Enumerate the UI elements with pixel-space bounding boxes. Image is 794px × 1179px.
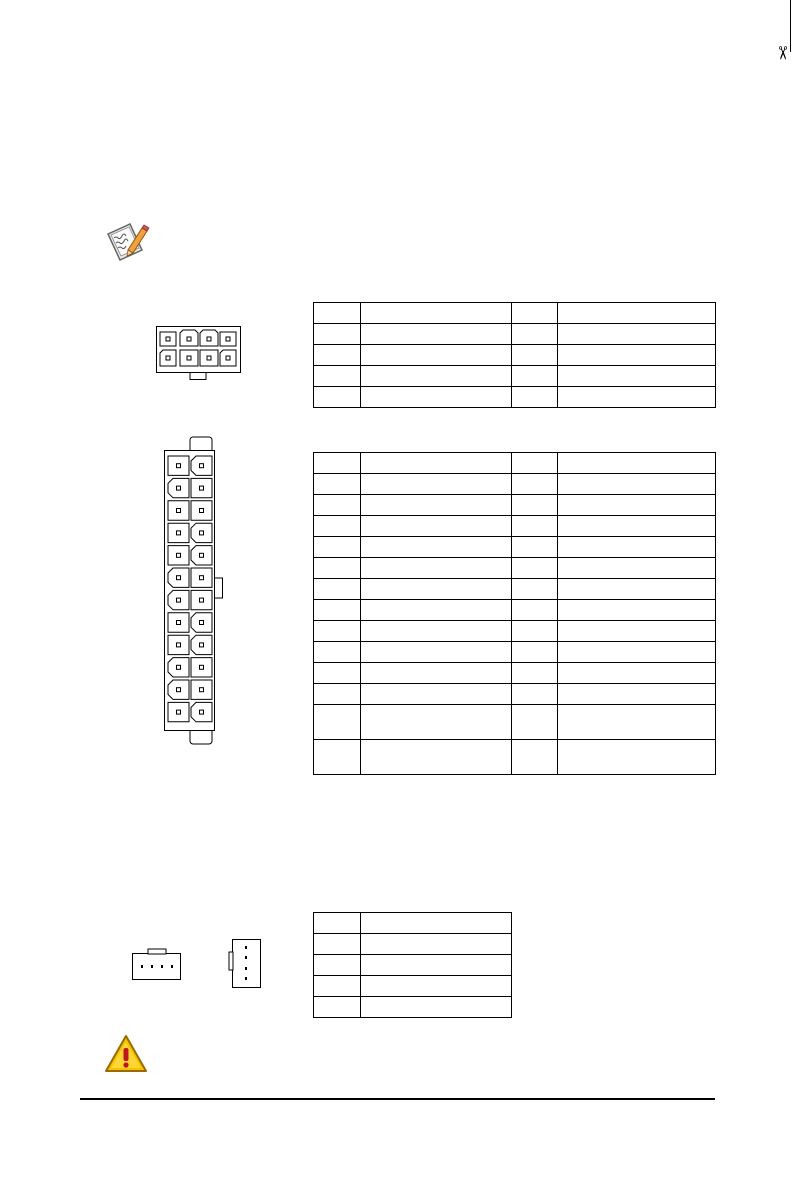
table-row bbox=[314, 495, 716, 516]
connector-pin bbox=[200, 486, 204, 490]
connector-pin bbox=[200, 509, 204, 513]
connector-pin bbox=[200, 665, 204, 669]
fan-header-vertical-diagram bbox=[228, 938, 264, 992]
table-row bbox=[314, 621, 716, 642]
atx-main-connector-diagram bbox=[164, 436, 230, 748]
connector-pin bbox=[177, 531, 181, 535]
connector-pin bbox=[177, 688, 181, 692]
footer-rule bbox=[80, 1098, 715, 1100]
connector-pin bbox=[177, 621, 181, 625]
connector-pin bbox=[177, 576, 181, 580]
table-row bbox=[314, 453, 716, 474]
cut-line bbox=[790, 0, 791, 52]
atx-main-pin-table bbox=[313, 452, 716, 775]
connector-pin bbox=[177, 509, 181, 513]
table-row bbox=[314, 976, 512, 997]
table-row bbox=[314, 366, 716, 387]
connector-pin bbox=[177, 710, 181, 714]
table-row bbox=[314, 955, 512, 976]
table-row bbox=[314, 663, 716, 684]
connector-pin bbox=[177, 665, 181, 669]
table-row bbox=[314, 684, 716, 705]
connector-pin bbox=[200, 710, 204, 714]
table-row bbox=[314, 303, 716, 324]
fan-header-horizontal-diagram bbox=[132, 948, 184, 982]
table-row bbox=[314, 324, 716, 345]
connector-pin bbox=[177, 553, 181, 557]
connector-pin bbox=[200, 598, 204, 602]
scissors-icon: ✂ bbox=[772, 45, 793, 61]
table-row bbox=[314, 740, 716, 775]
table-row bbox=[314, 387, 716, 408]
connector-pin bbox=[200, 553, 204, 557]
fan-pin-table bbox=[313, 912, 512, 1018]
connector-pin bbox=[200, 531, 204, 535]
table-row bbox=[314, 516, 716, 537]
table-row bbox=[314, 579, 716, 600]
connector-pin bbox=[177, 486, 181, 490]
table-row bbox=[314, 345, 716, 366]
table-row bbox=[314, 642, 716, 663]
table-row bbox=[314, 997, 512, 1018]
table-row bbox=[314, 474, 716, 495]
atx-12v-pin-table bbox=[313, 302, 716, 408]
table-row bbox=[314, 705, 716, 740]
warning-triangle-icon bbox=[104, 1034, 148, 1074]
connector-pin bbox=[200, 576, 204, 580]
connector-pin bbox=[200, 464, 204, 468]
connector-pin bbox=[177, 464, 181, 468]
connector-pin bbox=[200, 688, 204, 692]
connector-pin bbox=[200, 621, 204, 625]
table-row bbox=[314, 537, 716, 558]
connector-pin bbox=[177, 598, 181, 602]
table-row bbox=[314, 600, 716, 621]
connector-pin bbox=[200, 643, 204, 647]
table-row bbox=[314, 558, 716, 579]
atx-12v-connector-diagram bbox=[156, 326, 242, 382]
connector-pin bbox=[177, 643, 181, 647]
memo-pencil-icon bbox=[104, 220, 150, 262]
table-row bbox=[314, 913, 512, 934]
table-row bbox=[314, 934, 512, 955]
